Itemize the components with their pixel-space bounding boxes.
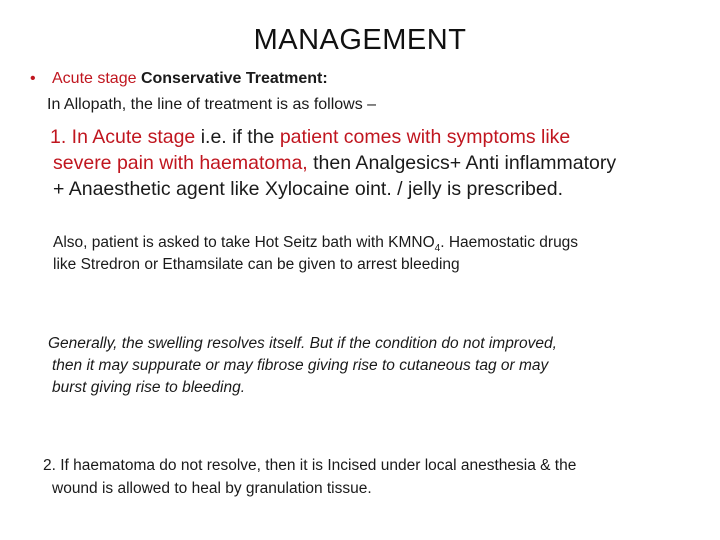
point1-ie: i.e. if the xyxy=(200,126,280,148)
also-line2: like Stredron or Ethamsilate can be given to arrest bleeding xyxy=(53,256,460,273)
also-line1 xyxy=(53,234,578,254)
point1-line1 xyxy=(50,126,570,149)
bullet-prefix: Acute stage xyxy=(52,70,141,87)
point1-line2 xyxy=(53,152,616,175)
point2-line2: wound is allowed to heal by granulation tissue. xyxy=(52,480,372,497)
also-line1-text: Also, patient is asked to take Hot Seitz bath with KMNO xyxy=(53,234,435,251)
generally-line3: burst giving rise to bleeding. xyxy=(52,379,246,396)
bullet-heading xyxy=(30,70,328,88)
generally-line2: then it may suppurate or may fibrose giving rise to cutaneous tag or may xyxy=(52,357,549,374)
point1-severe-pain: severe pain with haematoma, xyxy=(53,152,314,174)
bullet-icon: • xyxy=(30,70,36,87)
intro-text: In Allopath, the line of treatment is as follows – xyxy=(47,96,377,113)
point1-analgesics: then Analgesics+ Anti inflammatory xyxy=(313,152,617,174)
point1-line3: + Anaesthetic agent like Xylocaine oint. / jelly is prescribed. xyxy=(53,178,563,200)
point2-line1: 2. If haematoma do not resolve, then it is Incised under local anesthesia & the xyxy=(43,457,577,474)
generally-line1: Generally, the swelling resolves itself. But if the condition do not improved, xyxy=(48,335,557,352)
page-title: MANAGEMENT xyxy=(253,24,467,56)
also-subscript: 4 xyxy=(434,243,441,255)
point1-symptoms: patient comes with symptoms like xyxy=(279,126,571,148)
point1-acute-stage: 1. In Acute stage xyxy=(50,126,201,148)
also-line1-end: . Haemostatic drugs xyxy=(440,234,579,251)
bullet-bold-heading: Conservative Treatment: xyxy=(140,70,328,87)
